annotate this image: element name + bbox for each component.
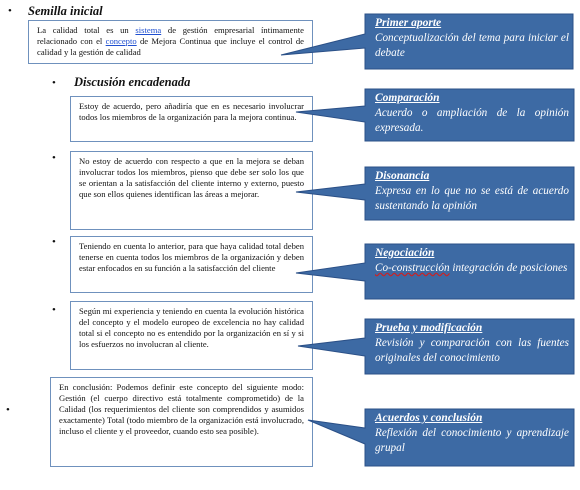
callout-disonancia-desc: Expresa en lo que no se está de acuerdo sustentando la opinión [375,184,569,212]
callout-disonancia [290,166,577,222]
callout-negociacion-title: Negociación [375,247,435,259]
bullet-post2: • [52,152,56,164]
callout-primer-aporte-desc: Conceptualización del tema para iniciar el debate [375,31,569,59]
discusion-heading: Discusión encadenada [74,75,191,89]
post-box-4: Según mi experiencia y teniendo en cuenta la evolución histórica del concepto y el modelo europeo de excelencia no hay calidad total si el concepto no es entendido por la organización en sí y si los esfuerzos no involucran al cliente. [70,301,313,370]
semilla-text-b: de gestión empresarial íntimamente relacionado con el [37,25,304,46]
callout-comparacion [290,88,577,143]
callout-prueba-modificacion [290,318,577,376]
callout-comparacion-title: Comparación [375,92,440,104]
concepto-link[interactable]: concepto [105,36,137,46]
bullet-conclusion: • [6,404,10,416]
callout-prueba-modificacion-desc: Revisión y comparación con las fuentes originales del conocimiento [375,336,569,364]
semilla-text-a: La calidad total es un [37,25,136,35]
callout-acuerdos-conclusion [290,408,577,468]
semilla-text-c: de Mejora Continua que incluye el control de calidad y la gestión de calidad [37,36,304,57]
callout-negociacion [290,243,577,301]
bullet-post4: • [52,304,56,316]
callout-prueba-modificacion-title: Prueba y modificación [375,322,483,334]
post-box-1: Estoy de acuerdo, pero añadiría que en es necesario involucrar todos los miembros de la organización para la mejora continua. [70,96,313,142]
post-box-3: Teniendo en cuenta lo anterior, para que haya calidad total deben tenerse en cuenta todos los miembros de la organización y deben estar enfocados en su función a la satisfacción del cliente [70,236,313,293]
bullet-discusion: • [52,77,56,89]
semilla-box [28,20,313,64]
callout-primer-aporte-title: Primer aporte [375,17,442,29]
sistema-link[interactable]: sistema [135,25,162,35]
callout-negociacion-desc-word: Co-construcción [375,261,450,274]
callout-negociacion-desc-rest: integración de posiciones [449,261,568,274]
bullet-post3: • [52,236,56,248]
callout-acuerdos-conclusion-title: Acuerdos y conclusión [375,412,483,424]
callout-comparacion-desc: Acuerdo o ampliación de la opinión expresada. [375,106,569,134]
callout-acuerdos-conclusion-desc: Reflexión del conocimiento y aprendizaje grupal [375,426,569,454]
bullet-semilla: • [8,5,12,17]
callout-primer-aporte [275,13,577,71]
semilla-heading: Semilla inicial [28,4,103,18]
callout-disonancia-title: Disonancia [375,170,430,182]
post-box-2: No estoy de acuerdo con respecto a que en la mejora se deban involucrar todos los miembros, pienso que debe ser solo los que se orientan a la satisfacción del cliente interno y externo, puesto que son ellos quienes identifican las áreas a mejorar. [70,151,313,230]
conclusion-box: En conclusión: Podemos definir este concepto del siguiente modo: Gestión (el cuerpo directivo está totalmente comprometido) de la Calidad (los requerimientos del cliente son comprendidos y asumidos exactamente) Total (todo miembro de la organización está involucrado, incluso el cliente y el proveedor, cuando esto sea posible). [50,377,313,467]
